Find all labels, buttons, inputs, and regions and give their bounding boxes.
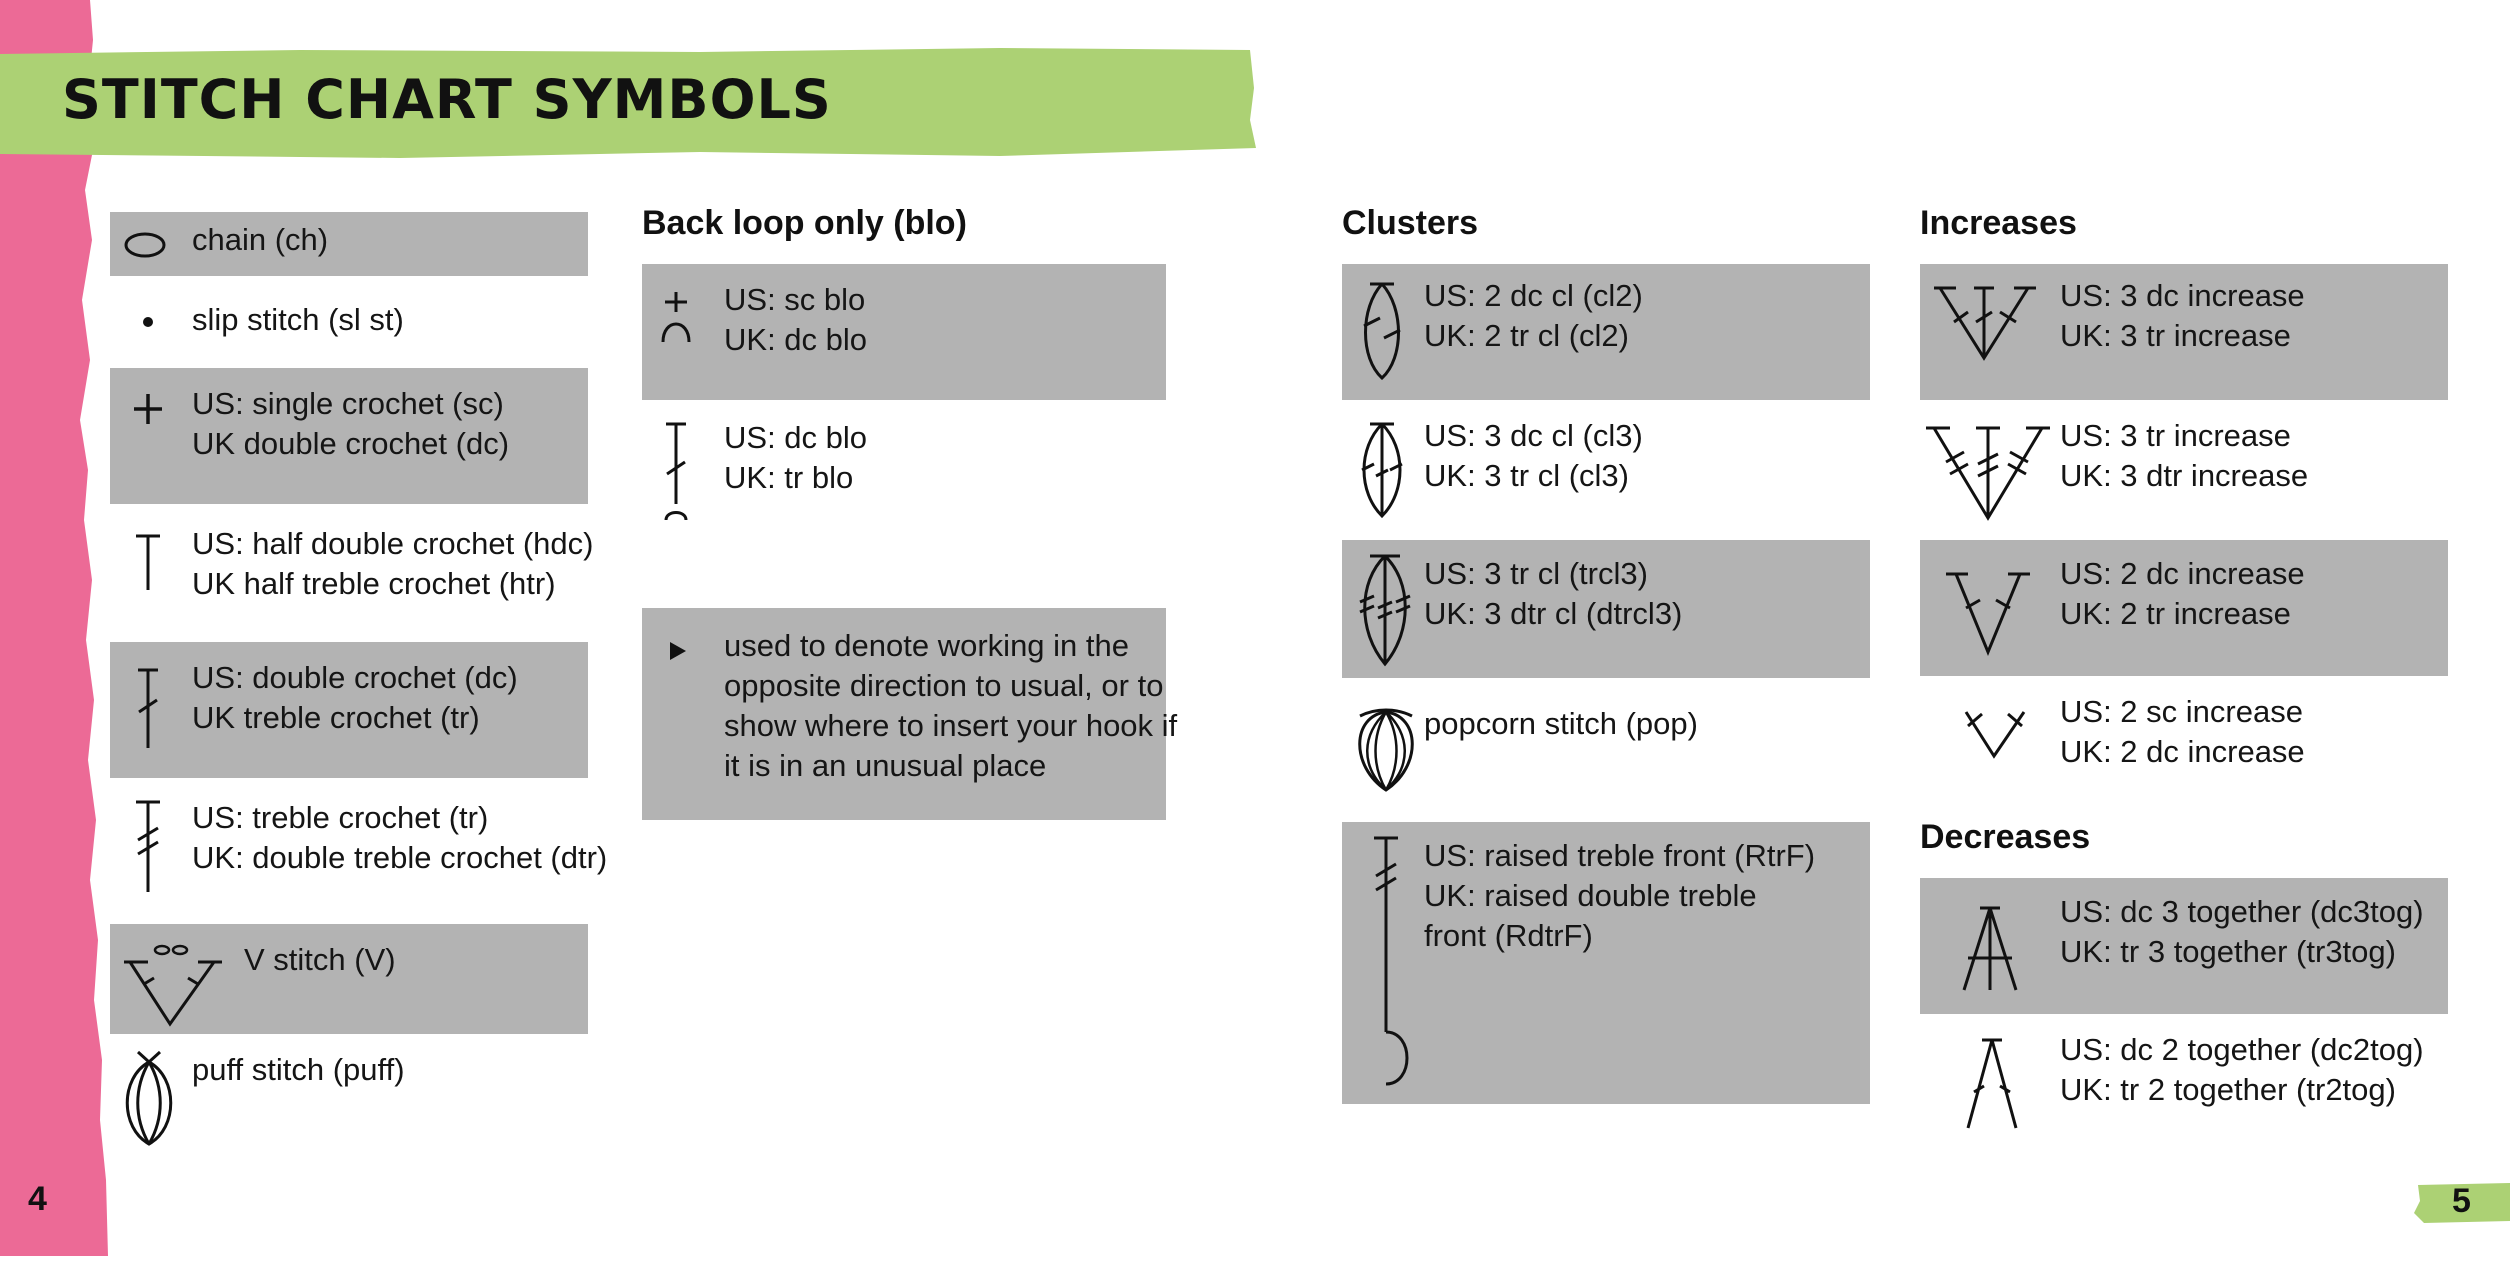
entry-dc2tog: [1920, 1024, 2448, 1134]
entry-popcorn: [1342, 692, 1870, 802]
chain-icon: [120, 225, 170, 265]
entry-label-line: slip stitch (sl st): [192, 302, 404, 337]
entry-label-line: UK: 2 tr cl (cl2): [1424, 318, 1629, 353]
entry-double-crochet: [110, 642, 588, 778]
entry-raised-treble-front: [1342, 822, 1870, 1104]
entry-label-line: US: double crochet (dc): [192, 660, 518, 695]
entry-label-line: US: 3 tr cl (trcl3): [1424, 556, 1648, 591]
page-number-left: 4: [28, 1180, 47, 1218]
entry-label-line: chain (ch): [192, 222, 329, 257]
entry-label-line: US: dc 3 together (dc3tog): [2060, 894, 2424, 929]
page-title: STITCH CHART SYMBOLS: [62, 68, 832, 131]
entry-label-line: UK: tr 2 together (tr2tog): [2060, 1072, 2396, 1107]
entry-label-line: US: dc 2 together (dc2tog): [2060, 1032, 2424, 1067]
entry-slip-stitch: [110, 290, 588, 354]
entry-label-line: UK treble crochet (tr): [192, 700, 480, 735]
entry-direction-arrow: [642, 608, 1178, 820]
entry-label-line: UK: 2 dc increase: [2060, 734, 2305, 769]
pink-brush-shape: [0, 0, 108, 1256]
increase-3tr-icon: [1924, 422, 2054, 522]
entry-label-line: US: 2 dc increase: [2060, 556, 2305, 591]
entry-label-line: US: dc blo: [724, 420, 868, 455]
v-stitch-icon: [118, 938, 228, 1028]
entry-label-line: popcorn stitch (pop): [1424, 706, 1698, 741]
raised-treble-front-icon: [1352, 832, 1422, 1096]
entry-cluster-2dc: [1342, 264, 1870, 400]
entry-label-line: UK: dc blo: [724, 322, 868, 357]
increase-2dc-icon: [1944, 568, 2034, 658]
entry-label-line: UK: double treble crochet (dtr): [192, 840, 608, 875]
cluster-3tr-icon: [1350, 552, 1420, 668]
half-double-crochet-icon: [120, 530, 170, 600]
pink-brush-strip: [0, 0, 108, 1256]
entry-label-line: opposite direction to usual, or to: [724, 668, 1164, 703]
entry-label-line: US: sc blo: [724, 282, 866, 317]
sc-blo-icon: [652, 286, 702, 346]
entry-label-line: US: treble crochet (tr): [192, 800, 489, 835]
entry-label-line: UK: 3 tr increase: [2060, 318, 2291, 353]
entry-increase-3tr: [1920, 410, 2448, 534]
entry-half-double-crochet: [110, 518, 594, 640]
entry-single-crochet: [110, 368, 588, 504]
entry-treble-crochet: [110, 786, 608, 908]
entry-label-line: used to denote working in the: [724, 628, 1129, 663]
entry-label-line: US: half double crochet (hdc): [192, 526, 594, 561]
entry-label-line: UK: raised double treble: [1424, 878, 1757, 913]
direction-arrow-icon: [664, 636, 694, 666]
entry-label-line: US: 3 tr increase: [2060, 418, 2291, 453]
entry-chain: [110, 212, 588, 276]
dc3tog-icon: [1956, 900, 2026, 996]
puff-stitch-icon: [114, 1048, 184, 1148]
entry-increase-2sc: [1920, 686, 2448, 786]
entry-label-line: front (RdtrF): [1424, 918, 1593, 953]
entry-label-line: UK: tr 3 together (tr3tog): [2060, 934, 2396, 969]
entry-cluster-3dc: [1342, 410, 1870, 534]
entry-cluster-3tr: [1342, 540, 1870, 678]
entry-label-line: UK: 3 dtr cl (dtrcl3): [1424, 596, 1683, 631]
section-heading-back-loop-only: Back loop only (blo): [642, 204, 967, 242]
entry-label-line: US: 2 dc cl (cl2): [1424, 278, 1643, 313]
entry-increase-2dc: [1920, 540, 2448, 676]
increase-3dc-icon: [1930, 282, 2040, 362]
entry-label-line: show where to insert your hook if: [724, 708, 1178, 743]
entry-label-line: it is in an unusual place: [724, 748, 1047, 783]
entry-label-line: V stitch (V): [244, 942, 396, 977]
entry-sc-blo: [642, 264, 1166, 400]
entry-dc-blo: [642, 410, 1166, 530]
entry-label-line: US: 3 dc cl (cl3): [1424, 418, 1643, 453]
slip-stitch-icon: [120, 302, 170, 342]
cluster-3dc-icon: [1350, 420, 1414, 520]
double-crochet-icon: [120, 664, 170, 754]
entry-label-line: US: 2 sc increase: [2060, 694, 2303, 729]
entry-label-line: puff stitch (puff): [192, 1052, 405, 1087]
popcorn-icon: [1346, 706, 1426, 796]
dc-blo-icon: [652, 420, 702, 530]
increase-2sc-icon: [1960, 704, 2030, 764]
entry-label-line: US: 3 dc increase: [2060, 278, 2305, 313]
entry-puff-stitch: [110, 1044, 588, 1144]
section-heading-clusters: Clusters: [1342, 204, 1479, 242]
entry-label-line: US: single crochet (sc): [192, 386, 504, 421]
cluster-2dc-icon: [1350, 278, 1414, 388]
entry-label-line: UK: 2 tr increase: [2060, 596, 2291, 631]
dc2tog-icon: [1958, 1032, 2028, 1132]
single-crochet-icon: [120, 384, 170, 434]
entry-label-line: UK: 3 dtr increase: [2060, 458, 2309, 493]
entry-label-line: UK: tr blo: [724, 460, 854, 495]
entry-label-line: UK double crochet (dc): [192, 426, 510, 461]
entry-dc3tog: [1920, 878, 2448, 1014]
entry-label-line: US: raised treble front (RtrF): [1424, 838, 1816, 873]
entry-increase-3dc: [1920, 264, 2448, 400]
section-heading-increases: Increases: [1920, 204, 2077, 242]
treble-crochet-icon: [120, 796, 170, 896]
entry-v-stitch: [110, 924, 588, 1034]
entry-label-line: UK: 3 tr cl (cl3): [1424, 458, 1629, 493]
entry-label-line: UK half treble crochet (htr): [192, 566, 556, 601]
page-number-right: 5: [2452, 1182, 2471, 1220]
section-heading-decreases: Decreases: [1920, 818, 2091, 856]
